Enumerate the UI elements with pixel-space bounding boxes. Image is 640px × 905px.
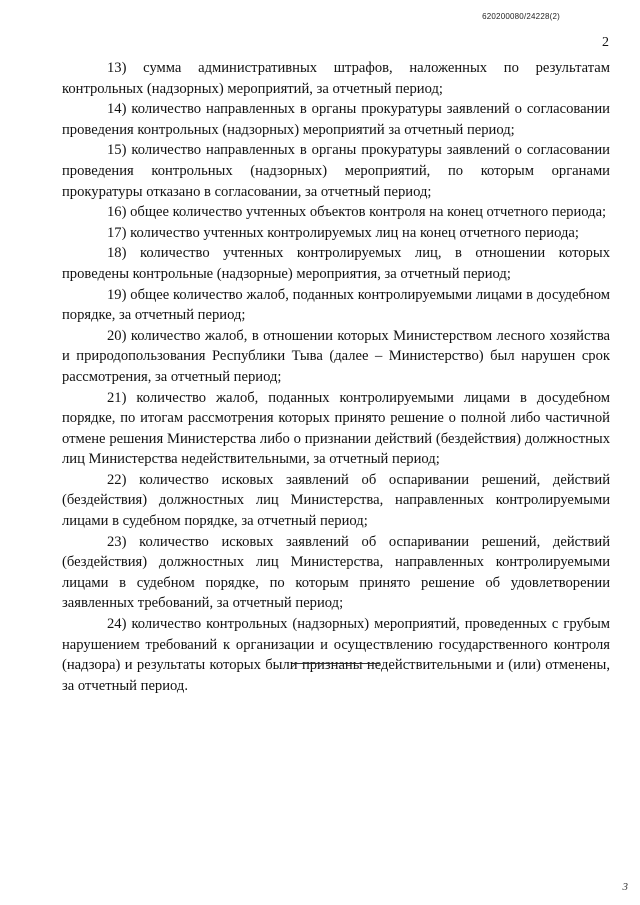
list-item-21: 21) количество жалоб, поданных контролируемыми лицами в досудебном порядке, по итогам рассмотрения которых принято решение о полной либо частичной отмене решения Министерства либо о признании действий (бездействия) должностных лиц Министерства недействительными, за отчетный период; (62, 389, 610, 468)
list-item-18: 18) количество учтенных контролируемых лиц, в отношении которых проведены контрольные (надзорные) мероприятия, за отчетный период; (62, 245, 610, 282)
list-item-19: 19) общее количество жалоб, поданных контролируемыми лицами в досудебном порядке, за отчетный период; (62, 286, 610, 324)
list-item-24: 24) количество контрольных (надзорных) мероприятий, проведенных с грубым нарушением требований к организации и осуществлению государственного контроля (надзора) и результаты которых были признаны недействительными и (или) отменены, за отчетный период. (62, 616, 610, 694)
list-item-15: 15) количество направленных в органы прокуратуры заявлений о согласовании проведения контрольных (надзорных) мероприятий, по которым органами прокуратуры отказано в согласовании, за отчетный период; (62, 142, 610, 200)
list-item-23: 23) количество исковых заявлений об оспаривании решений, действий (бездействия) должностных лиц Министерства, направленных контролируемыми лицами в судебном порядке, по которым принято решение об удовлетворении заявленных требований, за отчетный период; (62, 533, 610, 612)
page-number: 2 (602, 35, 609, 50)
list-item-16: 16) общее количество учтенных объектов контроля на конец отчетного периода; (107, 204, 607, 221)
list-item-20: 20) количество жалоб, в отношении которых Министерством лесного хозяйства и природопользования Республики Тыва (далее – Министерство) был нарушен срок рассмотрения, за отчетный период; (62, 327, 610, 385)
end-separator-line (292, 663, 379, 664)
document-body (62, 58, 610, 696)
document-code: 620200080/24228(2) (482, 12, 560, 21)
handwritten-page-mark: 3 (622, 881, 628, 893)
list-item-22: 22) количество исковых заявлений об оспаривании решений, действий (бездействия) должностных лиц Министерства, направленных контролируемыми лицами в судебном порядке, за отчетный период; (62, 471, 610, 530)
list-item-13: 13) сумма административных штрафов, наложенных по результатам контрольных (надзорных) мероприятий, за отчетный период; (62, 60, 610, 97)
list-item-17: 17) количество учтенных контролируемых лиц на конец отчетного периода; (107, 224, 579, 241)
list-item-14: 14) количество направленных в органы прокуратуры заявлений о согласовании проведения контрольных (надзорных) мероприятий за отчетный период; (62, 101, 610, 138)
